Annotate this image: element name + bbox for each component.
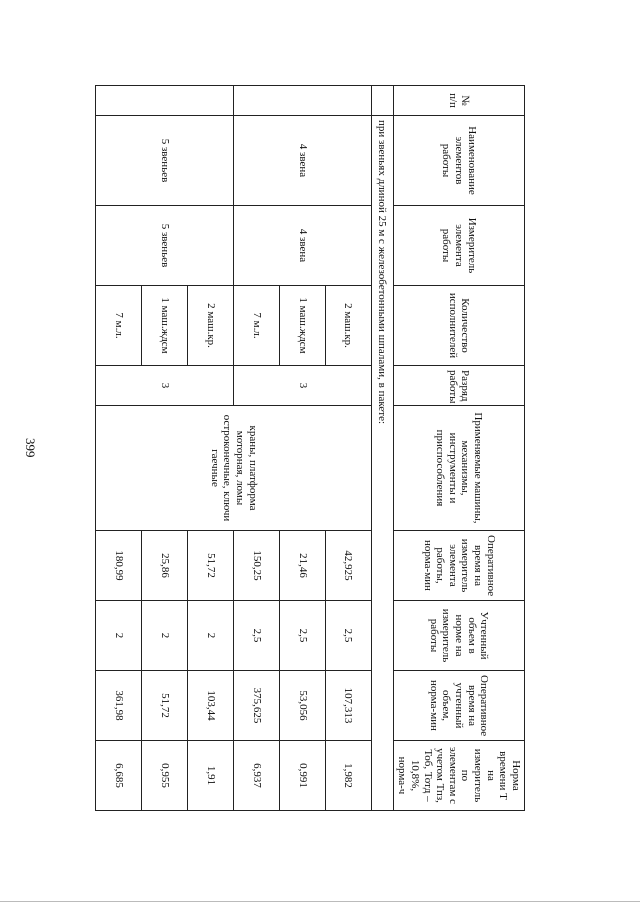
norms-table-landscape: [95, 85, 525, 810]
workers-cell: 7 м.л.: [233, 286, 279, 366]
header-row: [393, 86, 524, 811]
volume-cell: 2: [96, 601, 142, 671]
header-volume: Учтенный объем в норме на измеритель работы: [393, 601, 524, 671]
work-name: 4 звена: [233, 116, 371, 206]
norm-cell: 1,982: [325, 741, 371, 811]
page-number: 399: [23, 438, 38, 458]
op-time-cell: 21,46: [279, 531, 325, 601]
workers-cell: 2 маш.кр.: [187, 286, 233, 366]
op-volume-cell: 53,056: [279, 671, 325, 741]
op-volume-cell: 107,313: [325, 671, 371, 741]
tools-cell: краны, платформа моторная, ломы остроконечные, ключи гаечные: [96, 406, 372, 531]
section-title: при звеньях длиной 25 м с железобетонными шпалами, в пакете:: [371, 116, 393, 811]
grade-cell: 3: [233, 366, 371, 406]
op-time-cell: 25,86: [141, 531, 187, 601]
header-norm: Норма времени Т на измеритель по элементам с учетом Тпз, Тоб, Тотд – 10,8%, норма-ч: [393, 741, 524, 811]
header-name: Наименование элементов работы: [393, 116, 524, 206]
volume-cell: 2,5: [325, 601, 371, 671]
header-num: № п/п: [393, 86, 524, 116]
header-meter: Измеритель элемента работы: [393, 206, 524, 286]
volume-cell: 2,5: [279, 601, 325, 671]
header-workers: Количество исполнителей: [393, 286, 524, 366]
op-time-cell: 42,925: [325, 531, 371, 601]
header-grade: Разряд работы: [393, 366, 524, 406]
workers-cell: 2 маш.кр.: [325, 286, 371, 366]
volume-cell: 2: [141, 601, 187, 671]
workers-cell: 1 маш.ждсм: [279, 286, 325, 366]
row-num-cell: [233, 86, 371, 116]
workers-cell: 7 м.л.: [96, 286, 142, 366]
work-meter: 5 звеньев: [96, 206, 234, 286]
header-tools: Применяемые машины, механизмы, инструменты и приспособления: [393, 406, 524, 531]
table-row: [325, 86, 371, 811]
norm-cell: 1,91: [187, 741, 233, 811]
grade-cell: 3: [96, 366, 234, 406]
header-op-time: Оперативное время на измеритель элемента работы, норма-мин: [393, 531, 524, 601]
section-num-cell: [371, 86, 393, 116]
op-volume-cell: 51,72: [141, 671, 187, 741]
norm-cell: 0,991: [279, 741, 325, 811]
op-volume-cell: 375,625: [233, 671, 279, 741]
work-meter: 4 звена: [233, 206, 371, 286]
op-volume-cell: 103,44: [187, 671, 233, 741]
workers-cell: 1 маш.ждсм: [141, 286, 187, 366]
op-time-cell: 51,72: [187, 531, 233, 601]
volume-cell: 2: [187, 601, 233, 671]
header-op-volume: Оперативное время на учтенный объем, норма-мин: [393, 671, 524, 741]
section-row: [371, 86, 393, 811]
op-time-cell: 150,25: [233, 531, 279, 601]
op-volume-cell: 361,98: [96, 671, 142, 741]
volume-cell: 2,5: [233, 601, 279, 671]
norm-cell: 6,937: [233, 741, 279, 811]
norm-cell: 6,685: [96, 741, 142, 811]
norm-cell: 0,955: [141, 741, 187, 811]
work-name: 5 звеньев: [96, 116, 234, 206]
op-time-cell: 180,99: [96, 531, 142, 601]
row-num-cell: [96, 86, 234, 116]
rotated-table-container: [95, 85, 640, 805]
norms-table: [95, 85, 525, 811]
page-bottom-edge: [0, 901, 640, 902]
